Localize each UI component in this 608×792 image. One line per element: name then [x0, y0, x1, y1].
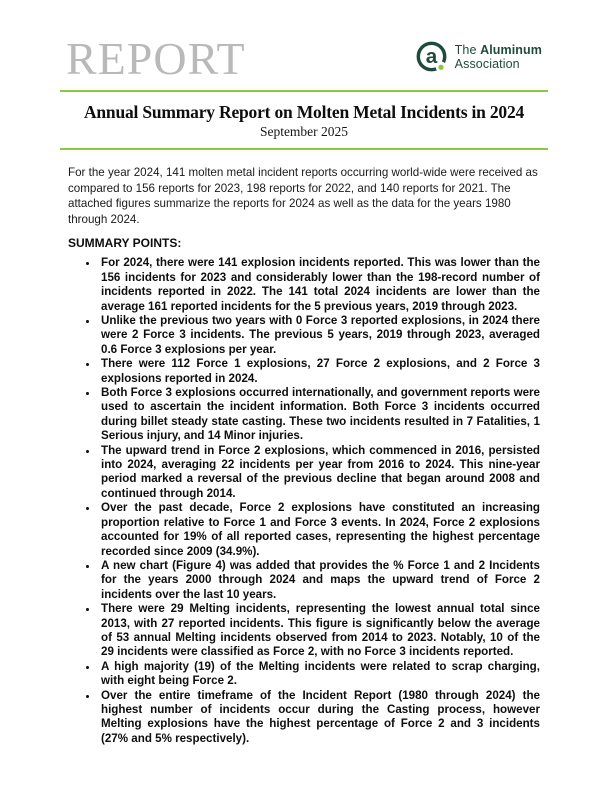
aluminum-association-logo: [415, 40, 542, 73]
logo-a-icon: [415, 40, 448, 73]
summary-bullet: • Unlike the previous two years with 0 Force 3 reported explosions, in 2024 there were 2 Force 3 incidents. The previous 5 years, 2019 through 2023, averaged 0.6 Force 3 explosions per year.: [98, 314, 540, 357]
report-watermark: REPORT: [66, 33, 246, 84]
summary-bullet: • The upward trend in Force 2 explosions, which commenced in 2016, persisted into 2024, averaging 22 incidents per year from 2016 to 2024. This nine-year period marked a reversal of the previous decline that began around 2008 and continued through 2014.: [98, 444, 540, 502]
summary-points-heading: SUMMARY POINTS:: [68, 236, 182, 251]
title-block: [60, 92, 548, 140]
logo-wordmark-line1: The Aluminum: [454, 42, 542, 57]
summary-bullet: • A high majority (19) of the Melting incidents were related to scrap charging, with eight being Force 2.: [98, 660, 540, 689]
report-date: September 2025: [259, 124, 349, 139]
summary-bullet: • A new chart (Figure 4) was added that provides the % Force 1 and 2 Incidents for the years 2000 through 2024 and maps the upward trend of Force 2 incidents over the last 10 years.: [98, 559, 540, 602]
logo-wordmark: [455, 43, 542, 71]
report-header: [66, 30, 542, 84]
logo-letter: a: [425, 45, 437, 69]
summary-bullet: • There were 112 Force 1 explosions, 27 Force 2 explosions, and 2 Force 3 explosions reported in 2024.: [98, 357, 540, 386]
summary-bullet: • Over the past decade, Force 2 explosions have constituted an increasing proportion relative to Force 1 and Force 3 events. In 2024, Force 2 explosions accounted for 19% of all reported cases, representing the highest percentage recorded since 2009 (34.9%).: [98, 501, 540, 559]
summary-bullet: • There were 29 Melting incidents, representing the lowest annual total since 2013, with 27 reported incidents. This figure is significantly below the average of 53 annual Melting incidents observed from 2014 to 2023. Notably, 10 of the 29 incidents were classified as Force 2, with no Force 3 incidents reported.: [98, 602, 540, 660]
divider-bottom: [60, 148, 548, 150]
summary-bullet: • Both Force 3 explosions occurred internationally, and government reports were used to ascertain the incident information. Both Force 3 incidents occurred during billet steady state casting. These two incidents resulted in 7 Fatalities, 1 Serious injury, and 14 Minor injuries.: [98, 386, 540, 444]
logo-dot: [438, 65, 443, 70]
summary-bullet: • Over the entire timeframe of the Incident Report (1980 through 2024) the highest number of incidents occur during the Casting process, however Melting explosions have the highest percentage of Force 2 and 3 incidents (27% and 5% respectively).: [98, 689, 540, 747]
summary-points-list: [68, 256, 540, 746]
logo-wordmark-line2: Association: [454, 56, 520, 71]
page-title: Annual Summary Report on Molten Metal Incidents in 2024: [83, 102, 525, 122]
intro-paragraph: For the year 2024, 141 molten metal incident reports occurring world-wide were received as compared to 156 reports for 2023, 198 reports for 2022, and 140 reports for 2021. The attached figures summarize the reports for 2024 as well as the data for the years 1980 through 2024.: [68, 166, 538, 226]
summary-bullet: • For 2024, there were 141 explosion incidents reported. This was lower than the 156 incidents for 2023 and considerably lower than the 198-record number of incidents reported in 2022. The 141 total 2024 incidents are lower than the average 161 reported incidents for the 5 previous years, 2019 through 2023.: [98, 256, 540, 314]
